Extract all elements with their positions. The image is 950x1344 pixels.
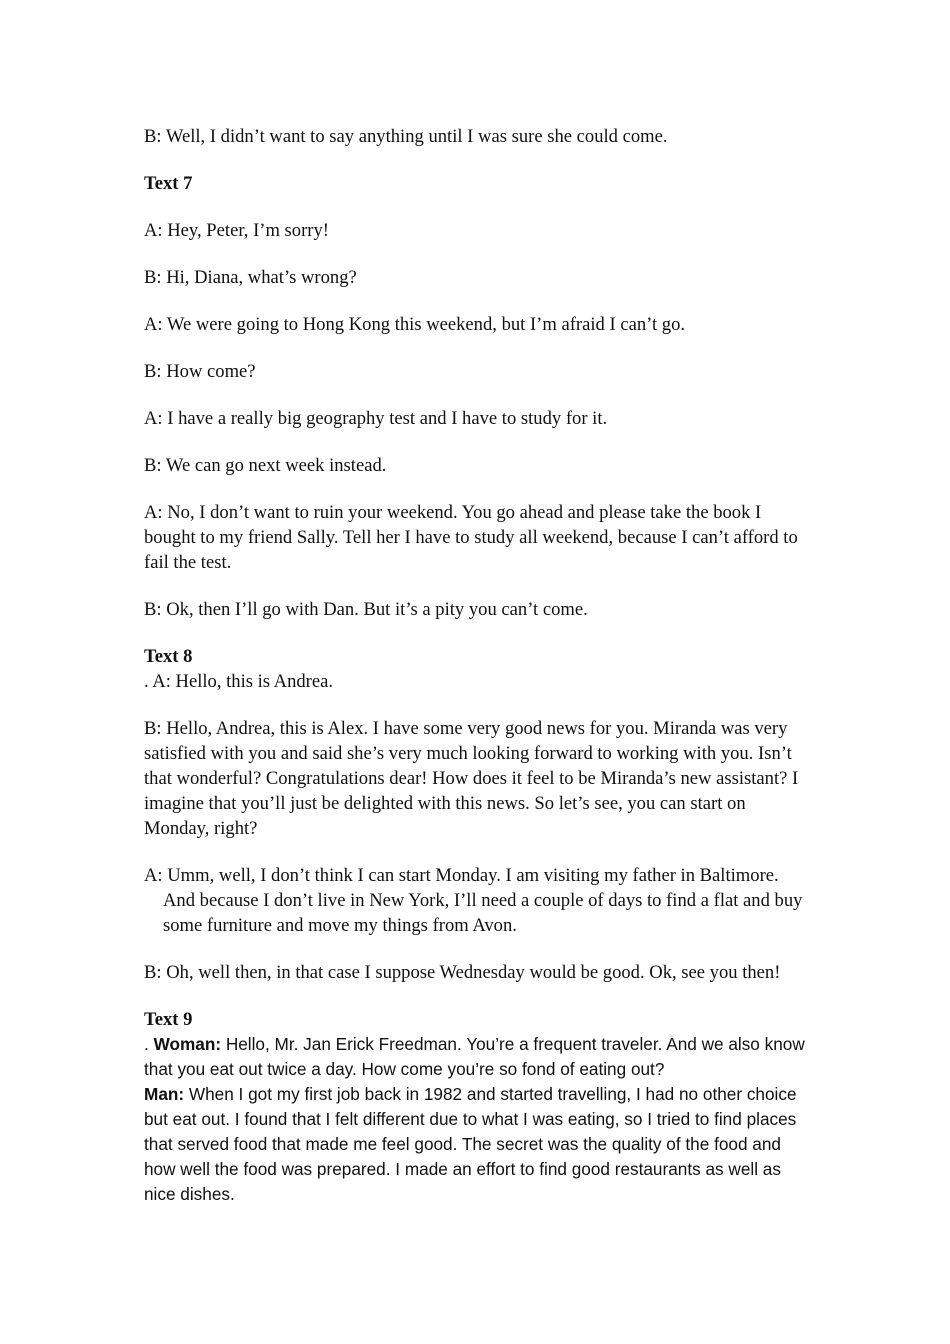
dialogue-line: A: Hey, Peter, I’m sorry! bbox=[144, 220, 329, 241]
dialogue-line: B: Well, I didn’t want to say anything until I was sure she could come. bbox=[144, 126, 668, 147]
dialogue-line: A: I have a really big geography test and I have to study for it. bbox=[144, 408, 608, 429]
dialogue-line bbox=[144, 1032, 809, 1082]
dialogue-line: A: Umm, well, I don’t think I can start Monday. I am visiting my father in Baltimore. And because I don’t live in New York, I’ll need a couple of days to find a flat and buy some furniture and move my things from Avon. bbox=[144, 865, 803, 936]
dialogue-line: A: We were going to Hong Kong this weekend, but I’m afraid I can’t go. bbox=[144, 314, 686, 335]
dialogue-text: When I got my first job back in 1982 and started travelling, I had no other choice but eat out. I found that I felt different due to what I was eating, so I tried to find places that served food that made me feel good. The secret was the quality of the food and how well the food was prepared. I made an effort to find good restaurants as well as nice dishes. bbox=[144, 1084, 797, 1204]
dialogue-line: B: Hello, Andrea, this is Alex. I have some very good news for you. Miranda was very satisfied with you and said she’s very much looking forward to working with you. Isn’t that wonderful? Congratulations dear! How does it feel to be Miranda’s new assistant? I imagine that you’ll just be delighted with this news. So let’s see, you can start on Monday, right? bbox=[144, 718, 799, 839]
line-prefix: . bbox=[144, 1034, 154, 1054]
dialogue-text: Hello, Mr. Jan Erick Freedman. You’re a frequent traveler. And we also know that you eat out twice a day. How come you’re so fond of eating out? bbox=[144, 1034, 805, 1079]
document-page bbox=[144, 124, 809, 1207]
dialogue-line: B: Ok, then I’ll go with Dan. But it’s a pity you can’t come. bbox=[144, 599, 588, 620]
dialogue-line: B: Oh, well then, in that case I suppose Wednesday would be good. Ok, see you then! bbox=[144, 962, 781, 983]
dialogue-line bbox=[144, 1082, 809, 1207]
dialogue-line: B: We can go next week instead. bbox=[144, 455, 387, 476]
dialogue-line: A: No, I don’t want to ruin your weekend. You go ahead and please take the book I bought to my friend Sally. Tell her I have to study all weekend, because I can’t afford to fail the test. bbox=[144, 502, 798, 573]
section-heading-text-7: Text 7 bbox=[144, 173, 193, 194]
dialogue-line: B: How come? bbox=[144, 361, 256, 382]
dialogue-line: . A: Hello, this is Andrea. bbox=[144, 671, 334, 692]
section-heading-text-8: Text 8 bbox=[144, 646, 193, 667]
speaker-label: Man: bbox=[144, 1084, 185, 1104]
dialogue-line: B: Hi, Diana, what’s wrong? bbox=[144, 267, 357, 288]
speaker-label: Woman: bbox=[153, 1034, 222, 1054]
section-heading-text-9: Text 9 bbox=[144, 1009, 193, 1030]
